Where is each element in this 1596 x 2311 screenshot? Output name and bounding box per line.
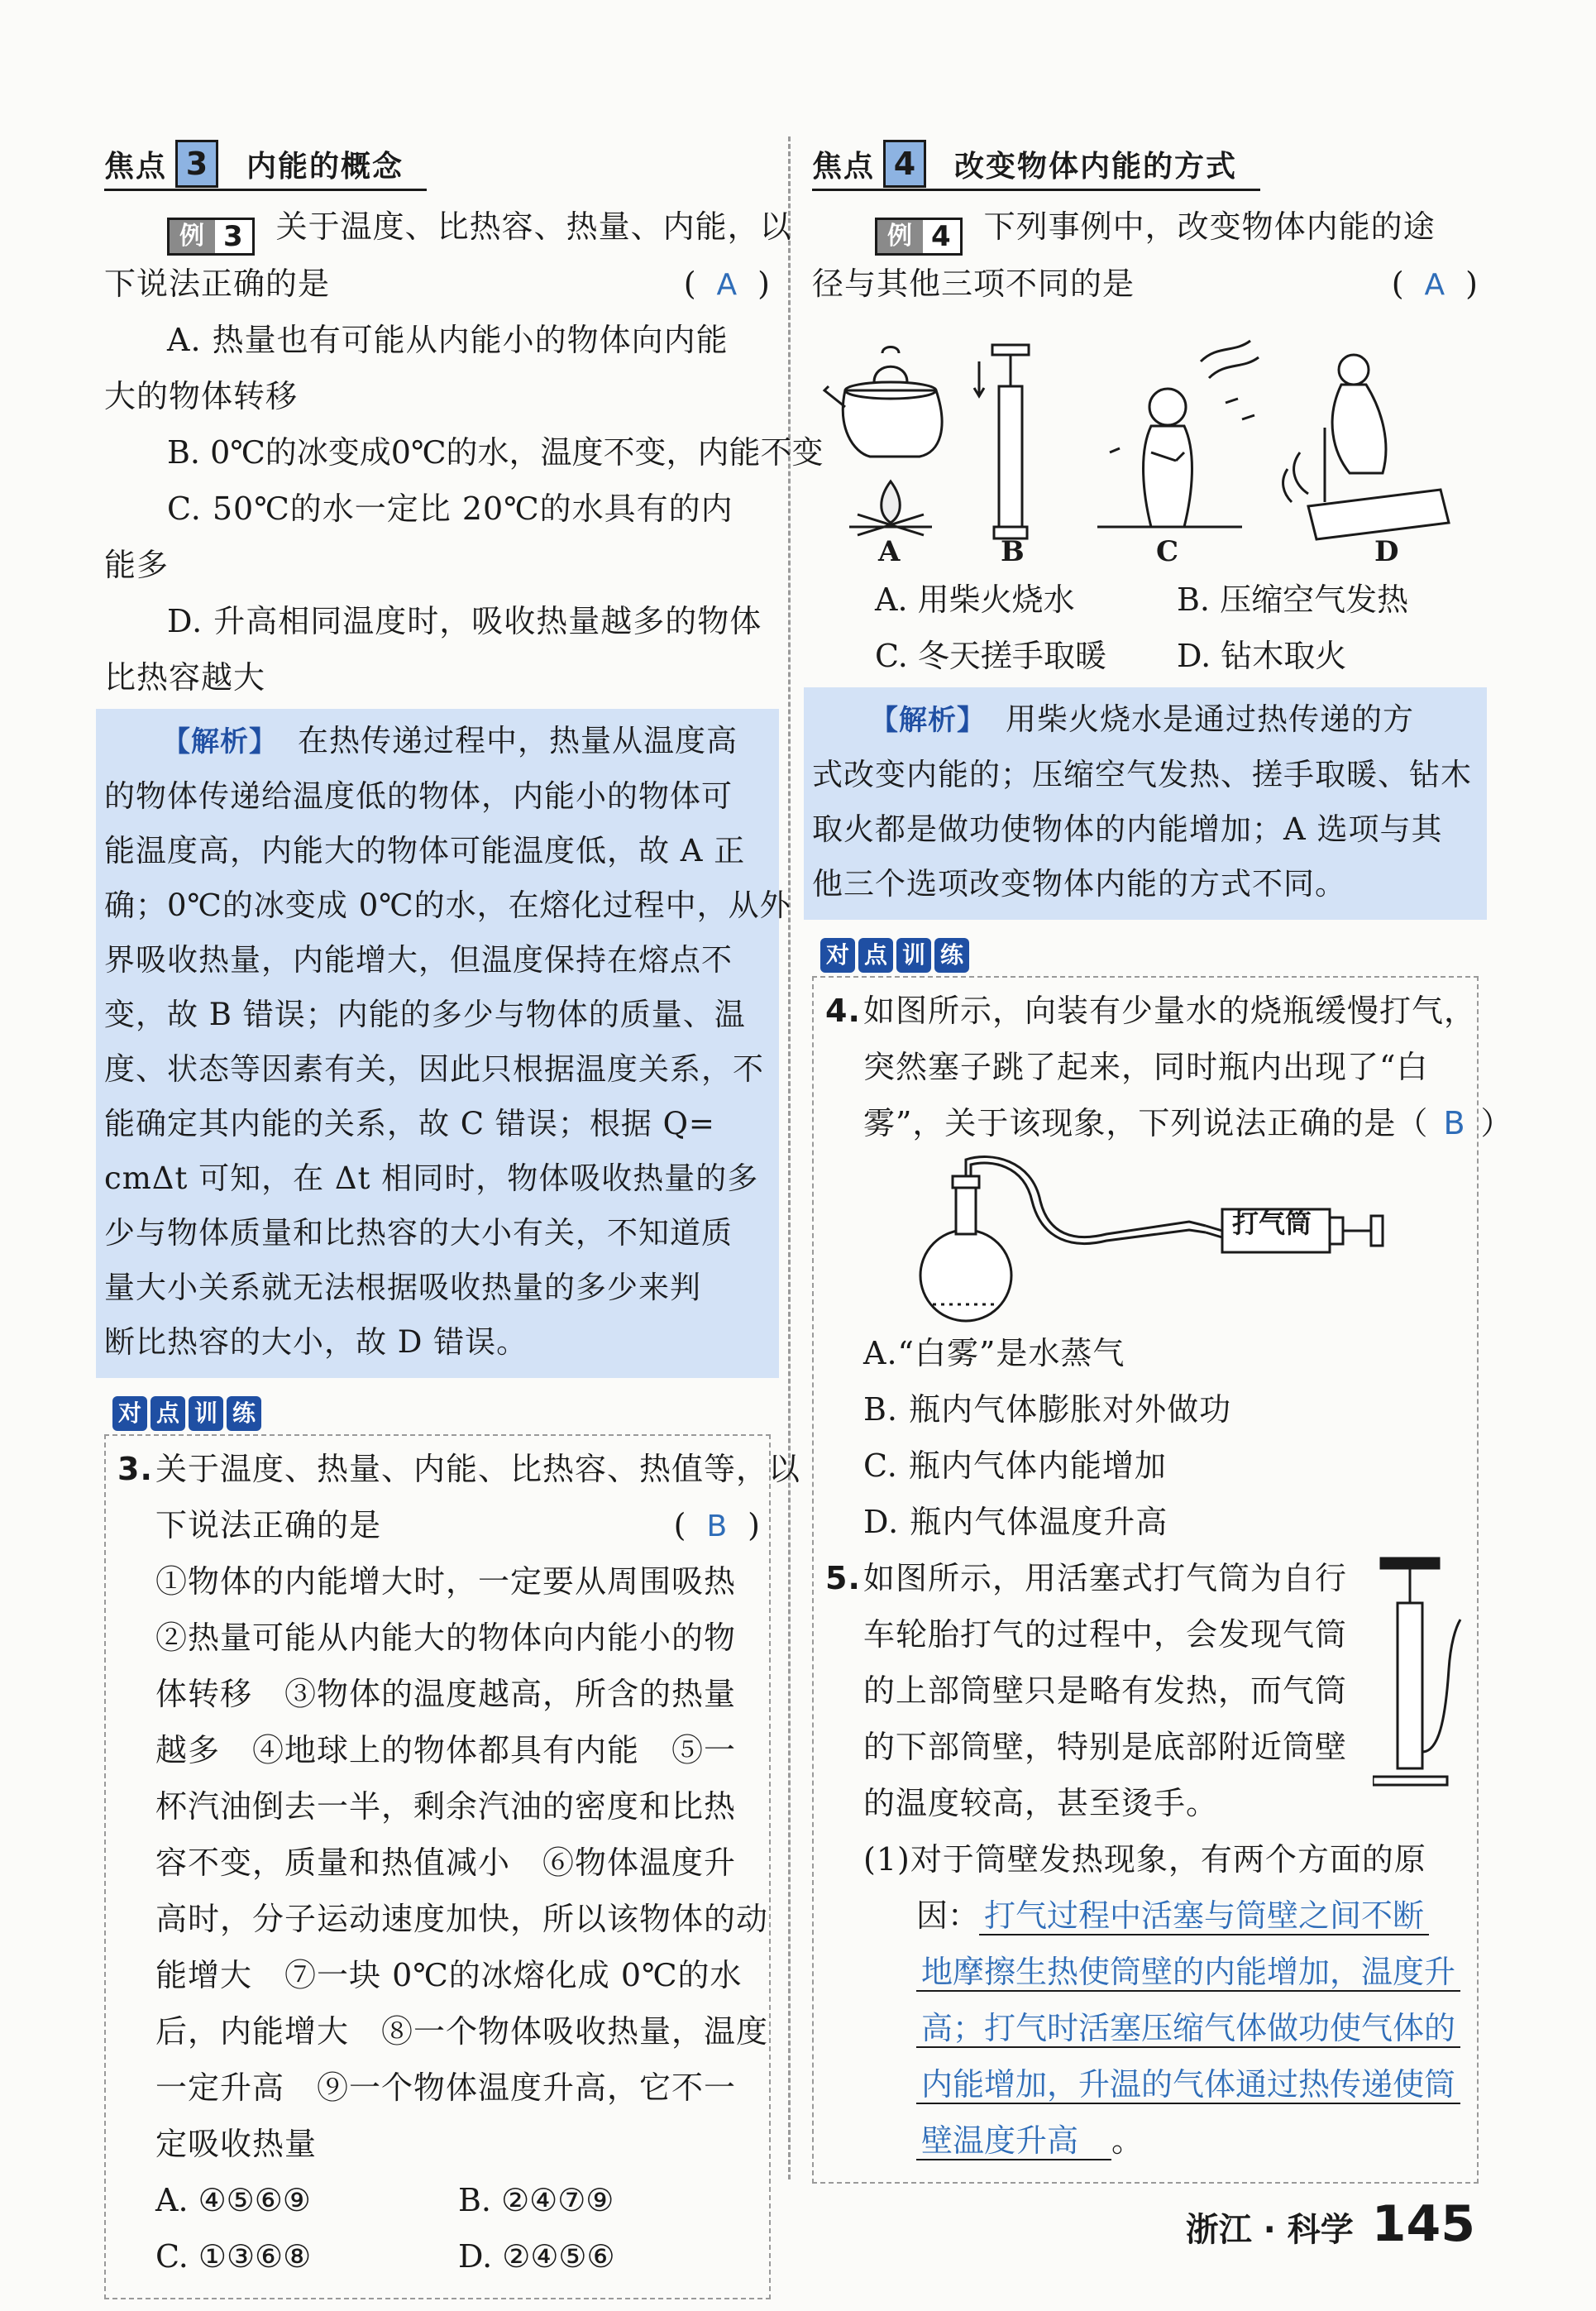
example-answer-value: A [1424,268,1446,302]
statement-line: 高时，分子运动速度加快，所以该物体的动 [155,1901,769,1937]
statement-line: 能增大 ⑦一块 0℃的冰熔化成 0℃的水 [155,1957,743,1993]
question-3-answer-value: B [706,1510,729,1543]
analysis-box-4 [804,687,1487,920]
option-a-line-2: 大的物体转移 [104,378,299,414]
option-d: D. 钻木取火 [1177,638,1347,674]
option-c-line-1: C. 50℃的水一定比 20℃的水具有的内 [167,490,733,527]
analysis-line: 能温度高，内能大的物体可能温度低，故 A 正 [104,833,746,868]
option-c-line-2: 能多 [104,547,170,583]
training-char: 点 [151,1396,185,1431]
example-3 [104,199,824,706]
statement-line: 体转移 ③物体的温度越高，所含的热量 [155,1676,737,1712]
question-line: 车轮胎打气的过程中，会发现气筒 [863,1616,1348,1653]
wood-drilling-scene [1283,355,1449,539]
question-4-answer-value: B [1443,1105,1466,1141]
example-stem-line-1: 下列事例中，改变物体内能的途 [983,208,1436,245]
training-char: 对 [820,938,855,973]
hand-rubbing-scene [1097,341,1259,527]
figure-label-a: A [878,535,901,568]
example-answer-value: A [716,268,738,302]
example-stem-line-2: 径与其他三项不同的是 [812,266,1135,302]
answer-lead: 因： [916,1897,980,1934]
analysis-line: 在热传递过程中，热量从温度高 [298,723,738,758]
statement-line: 杯汽油倒去一半，剩余汽油的密度和比热 [155,1788,737,1825]
question-5 [825,1550,1469,2169]
analysis-line: 取火都是做功使物体的内能增加；A 选项与其 [812,811,1443,847]
question-line: 如图所示，向装有少量水的烧瓶缓慢打气， [863,993,1477,1029]
analysis-line: 界吸收热量，内能增大，但温度保持在熔点不 [104,942,733,978]
example-word: 例 [170,220,215,253]
flask-pump-illustration [825,1151,1454,1325]
training-tag [820,938,969,973]
section-word: 焦点 [104,149,168,184]
figure-label-c: C [1156,535,1179,568]
option-a: A. 用柴火烧水 [875,581,1075,618]
option-a: A.“白雾”是水蒸气 [863,1335,1125,1371]
example-4 [812,199,1479,684]
flask-pump-figure [825,1151,1469,1325]
footer-brand: 浙江 · 科学 [1185,2211,1354,2249]
option-c: C. 瓶内气体内能增加 [863,1447,1167,1484]
answer-blank-line: 地摩擦生热使筒壁的内能增加，温度升 [916,1954,1460,1992]
analysis-line: 用柴火烧水是通过热传递的方 [1006,701,1414,737]
training-tag [112,1396,261,1431]
air-compressor-scene [974,345,1029,538]
option-c: C. 冬天搓手取暖 [875,638,1106,674]
option-b: B. 0℃的冰变成0℃的水，温度不变，内能不变 [167,434,824,471]
analysis-line: 断比热容的大小，故 D 错误。 [104,1324,528,1360]
answer-blank-line: 高；打气时活塞压缩气体做功使气体的 [916,2010,1460,2048]
statement-line: 越多 ④地球上的物体都具有内能 ⑤一 [155,1732,737,1768]
question-line: 下说法正确的是 [155,1507,382,1543]
question-line: 的上部筒壁只是略有发热，而气筒 [863,1672,1348,1709]
training-box-left [104,1434,801,2299]
training-char: 练 [227,1396,261,1431]
example-badge [875,218,963,256]
example-4-options [812,572,1479,684]
statement-line: 容不变，质量和热值减小 ⑥物体温度升 [155,1844,737,1881]
option-d: D. ②④⑤⑥ [458,2238,615,2275]
section-number: 3 [175,140,218,188]
example-word: 例 [877,220,923,253]
section-word: 焦点 [812,149,876,184]
section-title: 改变物体内能的方式 [954,149,1238,184]
analysis-line: 他三个选项改变物体内能的方式不同。 [812,866,1346,902]
analysis-line: 能确定其内能的关系，故 C 错误；根据 Q= [104,1106,715,1141]
analysis-line: 的物体传递给温度低的物体，内能小的物体可 [104,778,733,814]
question-number: 4. [825,993,861,1029]
training-char: 训 [896,938,931,973]
example-badge [167,218,255,256]
answer-blank-line: 打气过程中活塞与筒壁之间不断 [979,1897,1429,1935]
statement-line: 一定升高 ⑨一个物体温度升高，它不一 [155,2069,737,2106]
example-number: 4 [923,220,960,253]
example-stem-line-1: 关于温度、比热容、热量、内能，以 [275,208,792,245]
training-char: 对 [112,1396,147,1431]
analysis-line: cmΔt 可知，在 Δt 相同时，物体吸收热量的多 [104,1160,759,1196]
example-answer: ( A ) [683,266,771,302]
training-char: 点 [858,938,893,973]
question-line: 关于温度、热量、内能、比热容、热值等，以 [155,1451,801,1487]
question-line: 的下部筒壁，特别是底部附近筒壁 [863,1729,1348,1765]
example-4-figure [812,328,1479,568]
statement-line: 定吸收热量 [155,2126,318,2162]
question-number: 5. [825,1560,861,1596]
example-stem-line-2: 下说法正确的是 [104,266,331,302]
training-box-right: 4.如图所示，向装有少量水的烧瓶缓慢打气， 突然塞子跳了起来，同时瓶内出现了“白 雾”，关于该现象，下列说法正确的是（ B ） 打气筒 A.“白雾”是水蒸气 B. 瓶内气体膨胀对外做功 C. 瓶内气体内能增加 D. 瓶内气体温度升高 5.如图所示，用活塞式打气筒为自行 车轮胎打气的过程中，会发现气筒 的上部筒壁只是略有发热，而气筒 的下部筒壁，特别是底部附近筒壁 的温度较高，甚至烫手。 (1)对于筒壁发热现象，有两个方面的原 因： 打气过程中活塞与筒壁之间不断 地摩擦生热使筒壁的内能增加，温度升 高；打气时活塞压缩气体做功使气体的 内能增加，升温的气体通过热传递使筒 壁温度升高 。 [812,976,1479,2184]
example-number: 3 [215,220,252,253]
option-b: B. 压缩空气发热 [1177,581,1409,618]
training-char: 练 [934,938,969,973]
question-line: 如图所示，用活塞式打气筒为自行 [863,1560,1348,1596]
analysis-box-3 [96,709,791,1378]
training-char: 训 [189,1396,223,1431]
option-b: B. 瓶内气体膨胀对外做功 [863,1391,1232,1428]
section-title: 内能的概念 [246,149,404,184]
option-b: B. ②④⑦⑨ [458,2182,614,2218]
left-column [104,132,824,2299]
figure-label-d: D [1374,535,1399,568]
statement-line: 后，内能增大 ⑧一个物体吸收热量，温度 [155,2013,769,2050]
option-d: D. 瓶内气体温度升高 [863,1504,1168,1540]
four-scenes-illustration [812,328,1479,560]
analysis-line: 少与物体质量和比热容的大小有关，不知道质 [104,1215,733,1251]
pump-label: 打气筒 [1232,1208,1312,1239]
section-header-3 [104,132,771,192]
question-line: 的温度较高，甚至烫手。 [863,1785,1219,1821]
answer-end-mark: 。 [1111,2122,1144,2159]
question-3-options [117,2172,761,2285]
option-d-line-1: D. 升高相同温度时，吸收热量越多的物体 [167,603,762,639]
statement-line: ②热量可能从内能大的物体向内能小的物 [155,1620,737,1656]
kettle-fire-scene [824,347,942,536]
option-a-line-1: A. 热量也有可能从内能小的物体向内能 [167,322,729,358]
analysis-line: 量大小关系就无法根据吸收热量的多少来判 [104,1270,701,1305]
question-3-answer: ( B ) [673,1507,761,1543]
analysis-line: 确；0℃的冰变成 0℃的水，在熔化过程中，从外 [104,888,791,923]
answer-blank-line: 内能增加，升温的气体通过热传递使筒 [916,2066,1460,2104]
page-number: 145 [1371,2195,1475,2253]
option-d-line-2: 比热容越大 [104,659,266,696]
right-column [812,132,1513,2184]
analysis-line: 变，故 B 错误；内能的多少与物体的质量、温 [104,997,746,1032]
question-line: 突然塞子跳了起来，同时瓶内出现了“白 [863,1049,1429,1085]
analysis-line: 式改变内能的；压缩空气发热、搓手取暖、钻木 [812,757,1472,792]
analysis-tag: 【解析】 [870,704,986,737]
option-a: A. ④⑤⑥⑨ [155,2182,311,2218]
analysis-line: 度、状态等因素有关，因此只根据温度关系，不 [104,1051,764,1087]
question-number: 3. [117,1451,153,1487]
section-number: 4 [883,140,926,188]
page-footer [1186,2195,1475,2253]
option-c: C. ①③⑥⑧ [155,2238,312,2275]
figure-label-b: B [1001,535,1025,568]
section-header-4 [812,132,1479,192]
answer-blank-line: 壁温度升高 [916,2122,1111,2160]
statement-line: ①物体的内能增大时，一定要从周围吸热 [155,1563,737,1600]
sub-question-1: (1)对于筒壁发热现象，有两个方面的原 [863,1841,1426,1878]
example-answer: ( A ) [1391,266,1479,302]
analysis-tag: 【解析】 [162,725,278,758]
question-line: 雾”，关于该现象，下列说法正确的是（ [863,1105,1429,1141]
